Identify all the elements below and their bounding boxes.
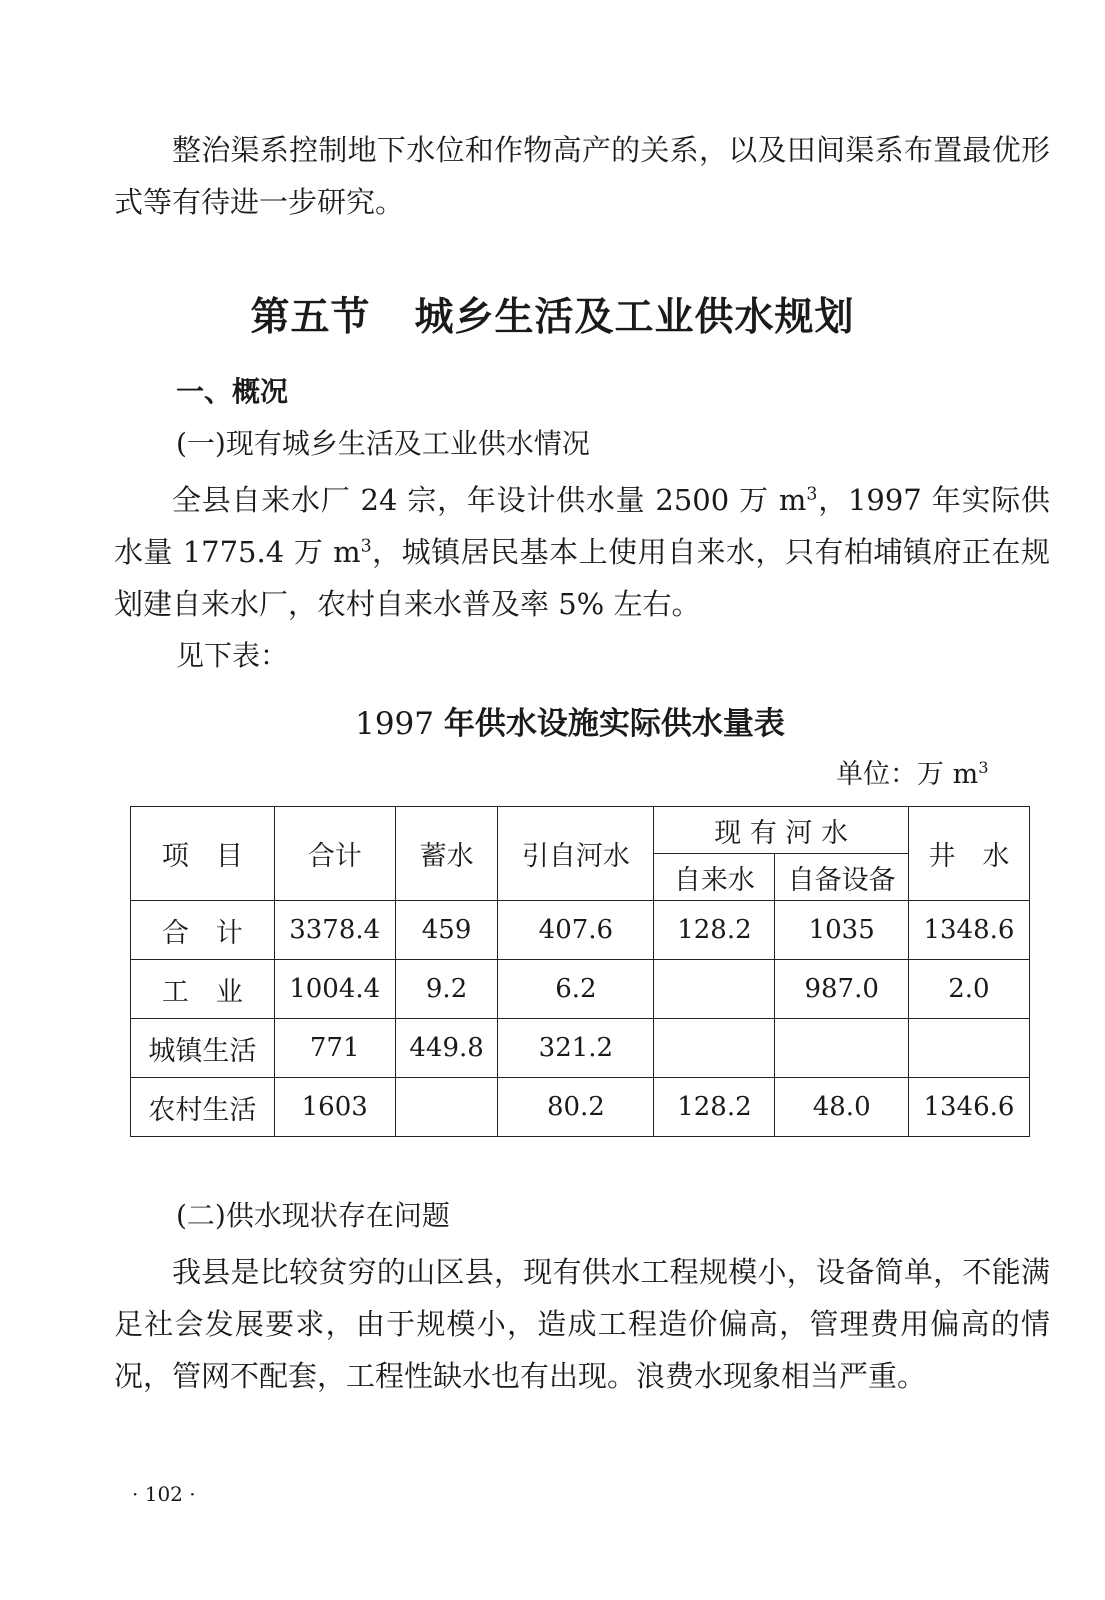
cell-total: 771 (274, 1019, 395, 1078)
section-title (0, 286, 1105, 342)
row-label: 合 计 (131, 901, 275, 960)
cell-well: 1346.6 (908, 1078, 1029, 1137)
supply-text-a: 全县自来水厂 24 宗，年设计供水量 2500 万 m (172, 483, 807, 517)
subheading-supply-problems: (二)供水现状存在问题 (176, 1199, 450, 1232)
cell-storage: 459 (395, 901, 498, 960)
cell-tap-water: 128.2 (654, 901, 775, 960)
header-river-diversion: 引自河水 (498, 807, 654, 901)
cell-total: 1603 (274, 1078, 395, 1137)
cell-river-diversion: 407.6 (498, 901, 654, 960)
cell-river-diversion: 321.2 (498, 1019, 654, 1078)
section-name: 城乡生活及工业供水规划 (414, 295, 855, 340)
paragraph-continuation: 整治渠系控制地下水位和作物高产的关系，以及田间渠系布置最优形式等有待进一步研究。 (114, 133, 1050, 219)
cell-tap-water (654, 1019, 775, 1078)
table-row (131, 1019, 1030, 1078)
cell-storage: 9.2 (395, 960, 498, 1019)
table-row (131, 960, 1030, 1019)
header-well: 井 水 (908, 807, 1029, 901)
cell-total: 3378.4 (274, 901, 395, 960)
header-existing-river: 现 有 河 水 (654, 807, 909, 854)
cell-self-equipment: 48.0 (775, 1078, 908, 1137)
superscript: 3 (806, 484, 818, 505)
supply-text-c: ，城镇居民基本上使用自来水，只有柏埔镇府正在规划建自来水厂，农村自来水普及率 5% 左右。 (114, 535, 1050, 621)
cell-well: 1348.6 (908, 901, 1029, 960)
page-number: · 102 · (132, 1482, 196, 1506)
header-storage: 蓄水 (395, 807, 498, 901)
cell-self-equipment: 987.0 (775, 960, 908, 1019)
cell-self-equipment (775, 1019, 908, 1078)
supply-text-b: ，1997 年实际供水量 1775.4 万 m (114, 483, 1050, 569)
table-row (131, 901, 1030, 960)
cell-well (908, 1019, 1029, 1078)
cell-river-diversion: 6.2 (498, 960, 654, 1019)
header-self-equipment: 自备设备 (775, 854, 908, 901)
row-label: 城镇生活 (131, 1019, 275, 1078)
water-supply-table (130, 806, 1030, 1137)
table-title-year: 1997 (355, 706, 435, 742)
table-title (0, 698, 1105, 743)
paragraph-supply-problems: 我县是比较贫穷的山区县，现有供水工程规模小，设备简单，不能满足社会发展要求，由于规模小，造成工程造价偏高，管理费用偏高的情况，管网不配套，工程性缺水也有出现。浪费水现象相当严重。 (114, 1255, 1050, 1393)
cell-river-diversion: 80.2 (498, 1078, 654, 1137)
table-unit (836, 752, 989, 791)
header-total: 合计 (274, 807, 395, 901)
header-item: 项 目 (131, 807, 275, 901)
section-number: 第五节 (250, 295, 371, 340)
row-label: 农村生活 (131, 1078, 275, 1137)
see-table-text: 见下表： (176, 639, 289, 672)
cell-storage (395, 1078, 498, 1137)
cell-storage: 449.8 (395, 1019, 498, 1078)
superscript: 3 (360, 536, 372, 557)
row-label: 工 业 (131, 960, 275, 1019)
cell-well: 2.0 (908, 960, 1029, 1019)
header-tap-water: 自来水 (654, 854, 775, 901)
table-title-text: 年供水设施实际供水量表 (443, 706, 785, 742)
subheading-current-supply: (一)现有城乡生活及工业供水情况 (176, 427, 590, 460)
table-row (131, 1078, 1030, 1137)
cell-self-equipment: 1035 (775, 901, 908, 960)
unit-label: 单位：万 m (836, 759, 979, 790)
cell-tap-water: 128.2 (654, 1078, 775, 1137)
cell-tap-water (654, 960, 775, 1019)
unit-superscript: 3 (978, 758, 989, 777)
heading-overview: 一、概况 (176, 375, 289, 408)
paragraph-supply-stats (114, 474, 1050, 630)
cell-total: 1004.4 (274, 960, 395, 1019)
